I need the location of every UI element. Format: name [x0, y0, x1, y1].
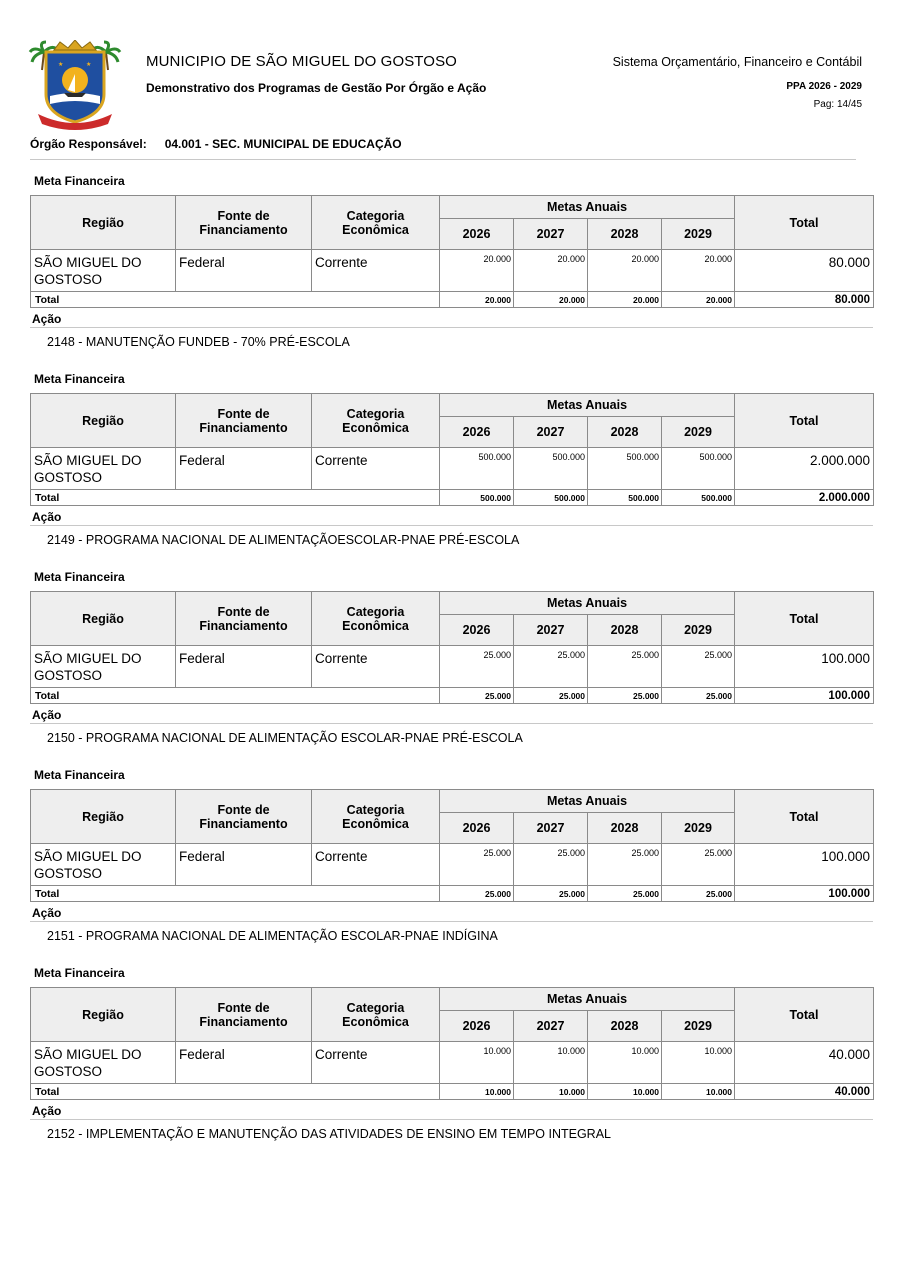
- categoria-cell: Corrente: [312, 448, 440, 490]
- fonte-header-line2: Financiamento: [199, 816, 288, 831]
- categoria-header-line2: Econômica: [342, 618, 409, 633]
- meta-financeira-table: [30, 987, 874, 1100]
- year-header: 2029: [662, 813, 735, 844]
- value-cell-2026: 25.000: [440, 844, 514, 886]
- col-fonte-header: [176, 592, 312, 646]
- acao-divider: [30, 327, 873, 328]
- year-header: 2028: [588, 615, 662, 646]
- value-cell-2027: 500.000: [514, 448, 588, 490]
- fonte-header-line2: Financiamento: [199, 618, 288, 633]
- categoria-header-line1: Categoria: [346, 208, 405, 223]
- table-row: [31, 1042, 874, 1084]
- meta-financeira-label: Meta Financeira: [34, 174, 125, 188]
- total-cell-2028: 500.000: [588, 490, 662, 506]
- categoria-header-line2: Econômica: [342, 1014, 409, 1029]
- meta-financeira-label: Meta Financeira: [34, 372, 125, 386]
- fonte-cell: Federal: [176, 1042, 312, 1084]
- categoria-cell: Corrente: [312, 1042, 440, 1084]
- total-row: [31, 886, 874, 902]
- grand-total-cell: 2.000.000: [735, 490, 874, 506]
- metas-anuais-header: Metas Anuais: [440, 196, 735, 219]
- fonte-header-line2: Financiamento: [199, 420, 288, 435]
- acao-description: 2151 - PROGRAMA NACIONAL DE ALIMENTAÇÃO ESCOLAR-PNAE INDÍGINA: [47, 929, 498, 943]
- total-cell-2028: 25.000: [588, 688, 662, 704]
- acao-divider: [30, 723, 873, 724]
- acao-label: Ação: [32, 312, 62, 326]
- col-categoria-header: [312, 394, 440, 448]
- value-cell-2027: 25.000: [514, 646, 588, 688]
- fonte-cell: Federal: [176, 448, 312, 490]
- value-cell-2027: 10.000: [514, 1042, 588, 1084]
- col-fonte-header: [176, 988, 312, 1042]
- year-header: 2026: [440, 615, 514, 646]
- value-cell-2029: 500.000: [662, 448, 735, 490]
- total-cell-2028: 10.000: [588, 1084, 662, 1100]
- total-cell-2029: 20.000: [662, 292, 735, 308]
- system-name: Sistema Orçamentário, Financeiro e Contábil: [612, 55, 862, 69]
- col-total-header: Total: [735, 790, 874, 844]
- orgao-responsavel: [30, 137, 402, 151]
- value-cell-2029: 25.000: [662, 646, 735, 688]
- col-total-header: Total: [735, 196, 874, 250]
- row-total-cell: 80.000: [735, 250, 874, 292]
- regiao-cell: SÃO MIGUEL DO GOSTOSO: [31, 1042, 176, 1084]
- acao-description: 2148 - MANUTENÇÃO FUNDEB - 70% PRÉ-ESCOLA: [47, 335, 350, 349]
- total-row-label: Total: [31, 688, 440, 704]
- fonte-header-line1: Fonte de: [217, 604, 270, 619]
- row-total-cell: 100.000: [735, 646, 874, 688]
- grand-total-cell: 100.000: [735, 688, 874, 704]
- col-regiao-header: Região: [31, 196, 176, 250]
- value-cell-2026: 500.000: [440, 448, 514, 490]
- categoria-header-line1: Categoria: [346, 1000, 405, 1015]
- col-categoria-header: [312, 196, 440, 250]
- acao-label: Ação: [32, 906, 62, 920]
- value-cell-2028: 25.000: [588, 646, 662, 688]
- categoria-header-line1: Categoria: [346, 604, 405, 619]
- total-row-label: Total: [31, 1084, 440, 1100]
- meta-financeira-section: [30, 965, 873, 1142]
- categoria-cell: Corrente: [312, 646, 440, 688]
- total-cell-2026: 25.000: [440, 886, 514, 902]
- value-cell-2029: 10.000: [662, 1042, 735, 1084]
- value-cell-2026: 25.000: [440, 646, 514, 688]
- col-regiao-header: Região: [31, 592, 176, 646]
- total-cell-2028: 25.000: [588, 886, 662, 902]
- categoria-header-line1: Categoria: [346, 802, 405, 817]
- total-cell-2026: 20.000: [440, 292, 514, 308]
- categoria-cell: Corrente: [312, 250, 440, 292]
- col-regiao-header: Região: [31, 790, 176, 844]
- metas-anuais-header: Metas Anuais: [440, 394, 735, 417]
- table-row: [31, 844, 874, 886]
- meta-financeira-section: [30, 173, 873, 350]
- value-cell-2028: 20.000: [588, 250, 662, 292]
- regiao-cell: SÃO MIGUEL DO GOSTOSO: [31, 844, 176, 886]
- year-header: 2027: [514, 1011, 588, 1042]
- grand-total-cell: 80.000: [735, 292, 874, 308]
- total-row: [31, 1084, 874, 1100]
- year-header: 2029: [662, 417, 735, 448]
- meta-financeira-label: Meta Financeira: [34, 966, 125, 980]
- year-header: 2029: [662, 219, 735, 250]
- orgao-label: Órgão Responsável:: [30, 137, 147, 151]
- col-fonte-header: [176, 196, 312, 250]
- acao-divider: [30, 921, 873, 922]
- value-cell-2027: 20.000: [514, 250, 588, 292]
- col-total-header: Total: [735, 394, 874, 448]
- year-header: 2027: [514, 219, 588, 250]
- year-header: 2027: [514, 417, 588, 448]
- total-cell-2029: 25.000: [662, 886, 735, 902]
- year-header: 2029: [662, 615, 735, 646]
- metas-anuais-header: Metas Anuais: [440, 592, 735, 615]
- table-row: [31, 646, 874, 688]
- fonte-header-line2: Financiamento: [199, 222, 288, 237]
- year-header: 2026: [440, 219, 514, 250]
- total-row: [31, 688, 874, 704]
- col-total-header: Total: [735, 988, 874, 1042]
- header-divider: [30, 159, 856, 160]
- total-row-label: Total: [31, 886, 440, 902]
- categoria-header-line2: Econômica: [342, 420, 409, 435]
- year-header: 2027: [514, 813, 588, 844]
- fonte-header-line2: Financiamento: [199, 1014, 288, 1029]
- categoria-cell: Corrente: [312, 844, 440, 886]
- fonte-cell: Federal: [176, 646, 312, 688]
- meta-financeira-table: [30, 591, 874, 704]
- page-number: Pag: 14/45: [813, 99, 862, 110]
- fonte-header-line1: Fonte de: [217, 1000, 270, 1015]
- acao-description: 2149 - PROGRAMA NACIONAL DE ALIMENTAÇÃOESCOLAR-PNAE PRÉ-ESCOLA: [47, 533, 520, 547]
- value-cell-2028: 25.000: [588, 844, 662, 886]
- col-categoria-header: [312, 592, 440, 646]
- meta-financeira-table: [30, 789, 874, 902]
- total-row: [31, 490, 874, 506]
- acao-divider: [30, 525, 873, 526]
- acao-label: Ação: [32, 1104, 62, 1118]
- col-total-header: Total: [735, 592, 874, 646]
- svg-text:★: ★: [58, 61, 64, 68]
- value-cell-2029: 20.000: [662, 250, 735, 292]
- table-row: [31, 448, 874, 490]
- categoria-header-line2: Econômica: [342, 816, 409, 831]
- value-cell-2027: 25.000: [514, 844, 588, 886]
- value-cell-2026: 20.000: [440, 250, 514, 292]
- row-total-cell: 40.000: [735, 1042, 874, 1084]
- total-cell-2026: 25.000: [440, 688, 514, 704]
- metas-anuais-header: Metas Anuais: [440, 790, 735, 813]
- value-cell-2028: 500.000: [588, 448, 662, 490]
- meta-financeira-table: [30, 393, 874, 506]
- value-cell-2029: 25.000: [662, 844, 735, 886]
- total-row: [31, 292, 874, 308]
- total-cell-2026: 500.000: [440, 490, 514, 506]
- value-cell-2028: 10.000: [588, 1042, 662, 1084]
- fonte-header-line1: Fonte de: [217, 406, 270, 421]
- meta-financeira-section: [30, 569, 873, 746]
- col-fonte-header: [176, 790, 312, 844]
- total-cell-2029: 25.000: [662, 688, 735, 704]
- total-cell-2029: 500.000: [662, 490, 735, 506]
- fonte-cell: Federal: [176, 250, 312, 292]
- report-subtitle: Demonstrativo dos Programas de Gestão Por Órgão e Ação: [146, 81, 487, 95]
- total-cell-2029: 10.000: [662, 1084, 735, 1100]
- meta-financeira-section: [30, 371, 873, 548]
- municipal-coat-of-arms-logo: [28, 40, 122, 130]
- acao-divider: [30, 1119, 873, 1120]
- fonte-cell: Federal: [176, 844, 312, 886]
- acao-label: Ação: [32, 708, 62, 722]
- svg-text:★: ★: [86, 61, 92, 68]
- year-header: 2027: [514, 615, 588, 646]
- year-header: 2026: [440, 417, 514, 448]
- row-total-cell: 2.000.000: [735, 448, 874, 490]
- value-cell-2026: 10.000: [440, 1042, 514, 1084]
- total-cell-2027: 20.000: [514, 292, 588, 308]
- total-cell-2027: 500.000: [514, 490, 588, 506]
- year-header: 2028: [588, 1011, 662, 1042]
- categoria-header-line1: Categoria: [346, 406, 405, 421]
- total-cell-2027: 10.000: [514, 1084, 588, 1100]
- total-row-label: Total: [31, 292, 440, 308]
- table-row: [31, 250, 874, 292]
- year-header: 2026: [440, 813, 514, 844]
- year-header: 2029: [662, 1011, 735, 1042]
- total-cell-2027: 25.000: [514, 688, 588, 704]
- col-categoria-header: [312, 790, 440, 844]
- total-cell-2028: 20.000: [588, 292, 662, 308]
- col-fonte-header: [176, 394, 312, 448]
- acao-description: 2150 - PROGRAMA NACIONAL DE ALIMENTAÇÃO ESCOLAR-PNAE PRÉ-ESCOLA: [47, 731, 523, 745]
- municipality-title: MUNICIPIO DE SÃO MIGUEL DO GOSTOSO: [146, 53, 457, 70]
- year-header: 2026: [440, 1011, 514, 1042]
- meta-financeira-table: [30, 195, 874, 308]
- row-total-cell: 100.000: [735, 844, 874, 886]
- orgao-value: 04.001 - SEC. MUNICIPAL DE EDUCAÇÃO: [164, 137, 402, 151]
- col-categoria-header: [312, 988, 440, 1042]
- regiao-cell: SÃO MIGUEL DO GOSTOSO: [31, 448, 176, 490]
- grand-total-cell: 40.000: [735, 1084, 874, 1100]
- fonte-header-line1: Fonte de: [217, 802, 270, 817]
- categoria-header-line2: Econômica: [342, 222, 409, 237]
- metas-anuais-header: Metas Anuais: [440, 988, 735, 1011]
- ppa-period: PPA 2026 - 2029: [786, 81, 862, 92]
- regiao-cell: SÃO MIGUEL DO GOSTOSO: [31, 250, 176, 292]
- meta-financeira-section: [30, 767, 873, 944]
- regiao-cell: SÃO MIGUEL DO GOSTOSO: [31, 646, 176, 688]
- year-header: 2028: [588, 219, 662, 250]
- year-header: 2028: [588, 417, 662, 448]
- total-row-label: Total: [31, 490, 440, 506]
- grand-total-cell: 100.000: [735, 886, 874, 902]
- acao-description: 2152 - IMPLEMENTAÇÃO E MANUTENÇÃO DAS ATIVIDADES DE ENSINO EM TEMPO INTEGRAL: [47, 1127, 612, 1141]
- total-cell-2027: 25.000: [514, 886, 588, 902]
- col-regiao-header: Região: [31, 394, 176, 448]
- fonte-header-line1: Fonte de: [217, 208, 270, 223]
- meta-financeira-label: Meta Financeira: [34, 570, 125, 584]
- col-regiao-header: Região: [31, 988, 176, 1042]
- meta-financeira-label: Meta Financeira: [34, 768, 125, 782]
- year-header: 2028: [588, 813, 662, 844]
- acao-label: Ação: [32, 510, 62, 524]
- total-cell-2026: 10.000: [440, 1084, 514, 1100]
